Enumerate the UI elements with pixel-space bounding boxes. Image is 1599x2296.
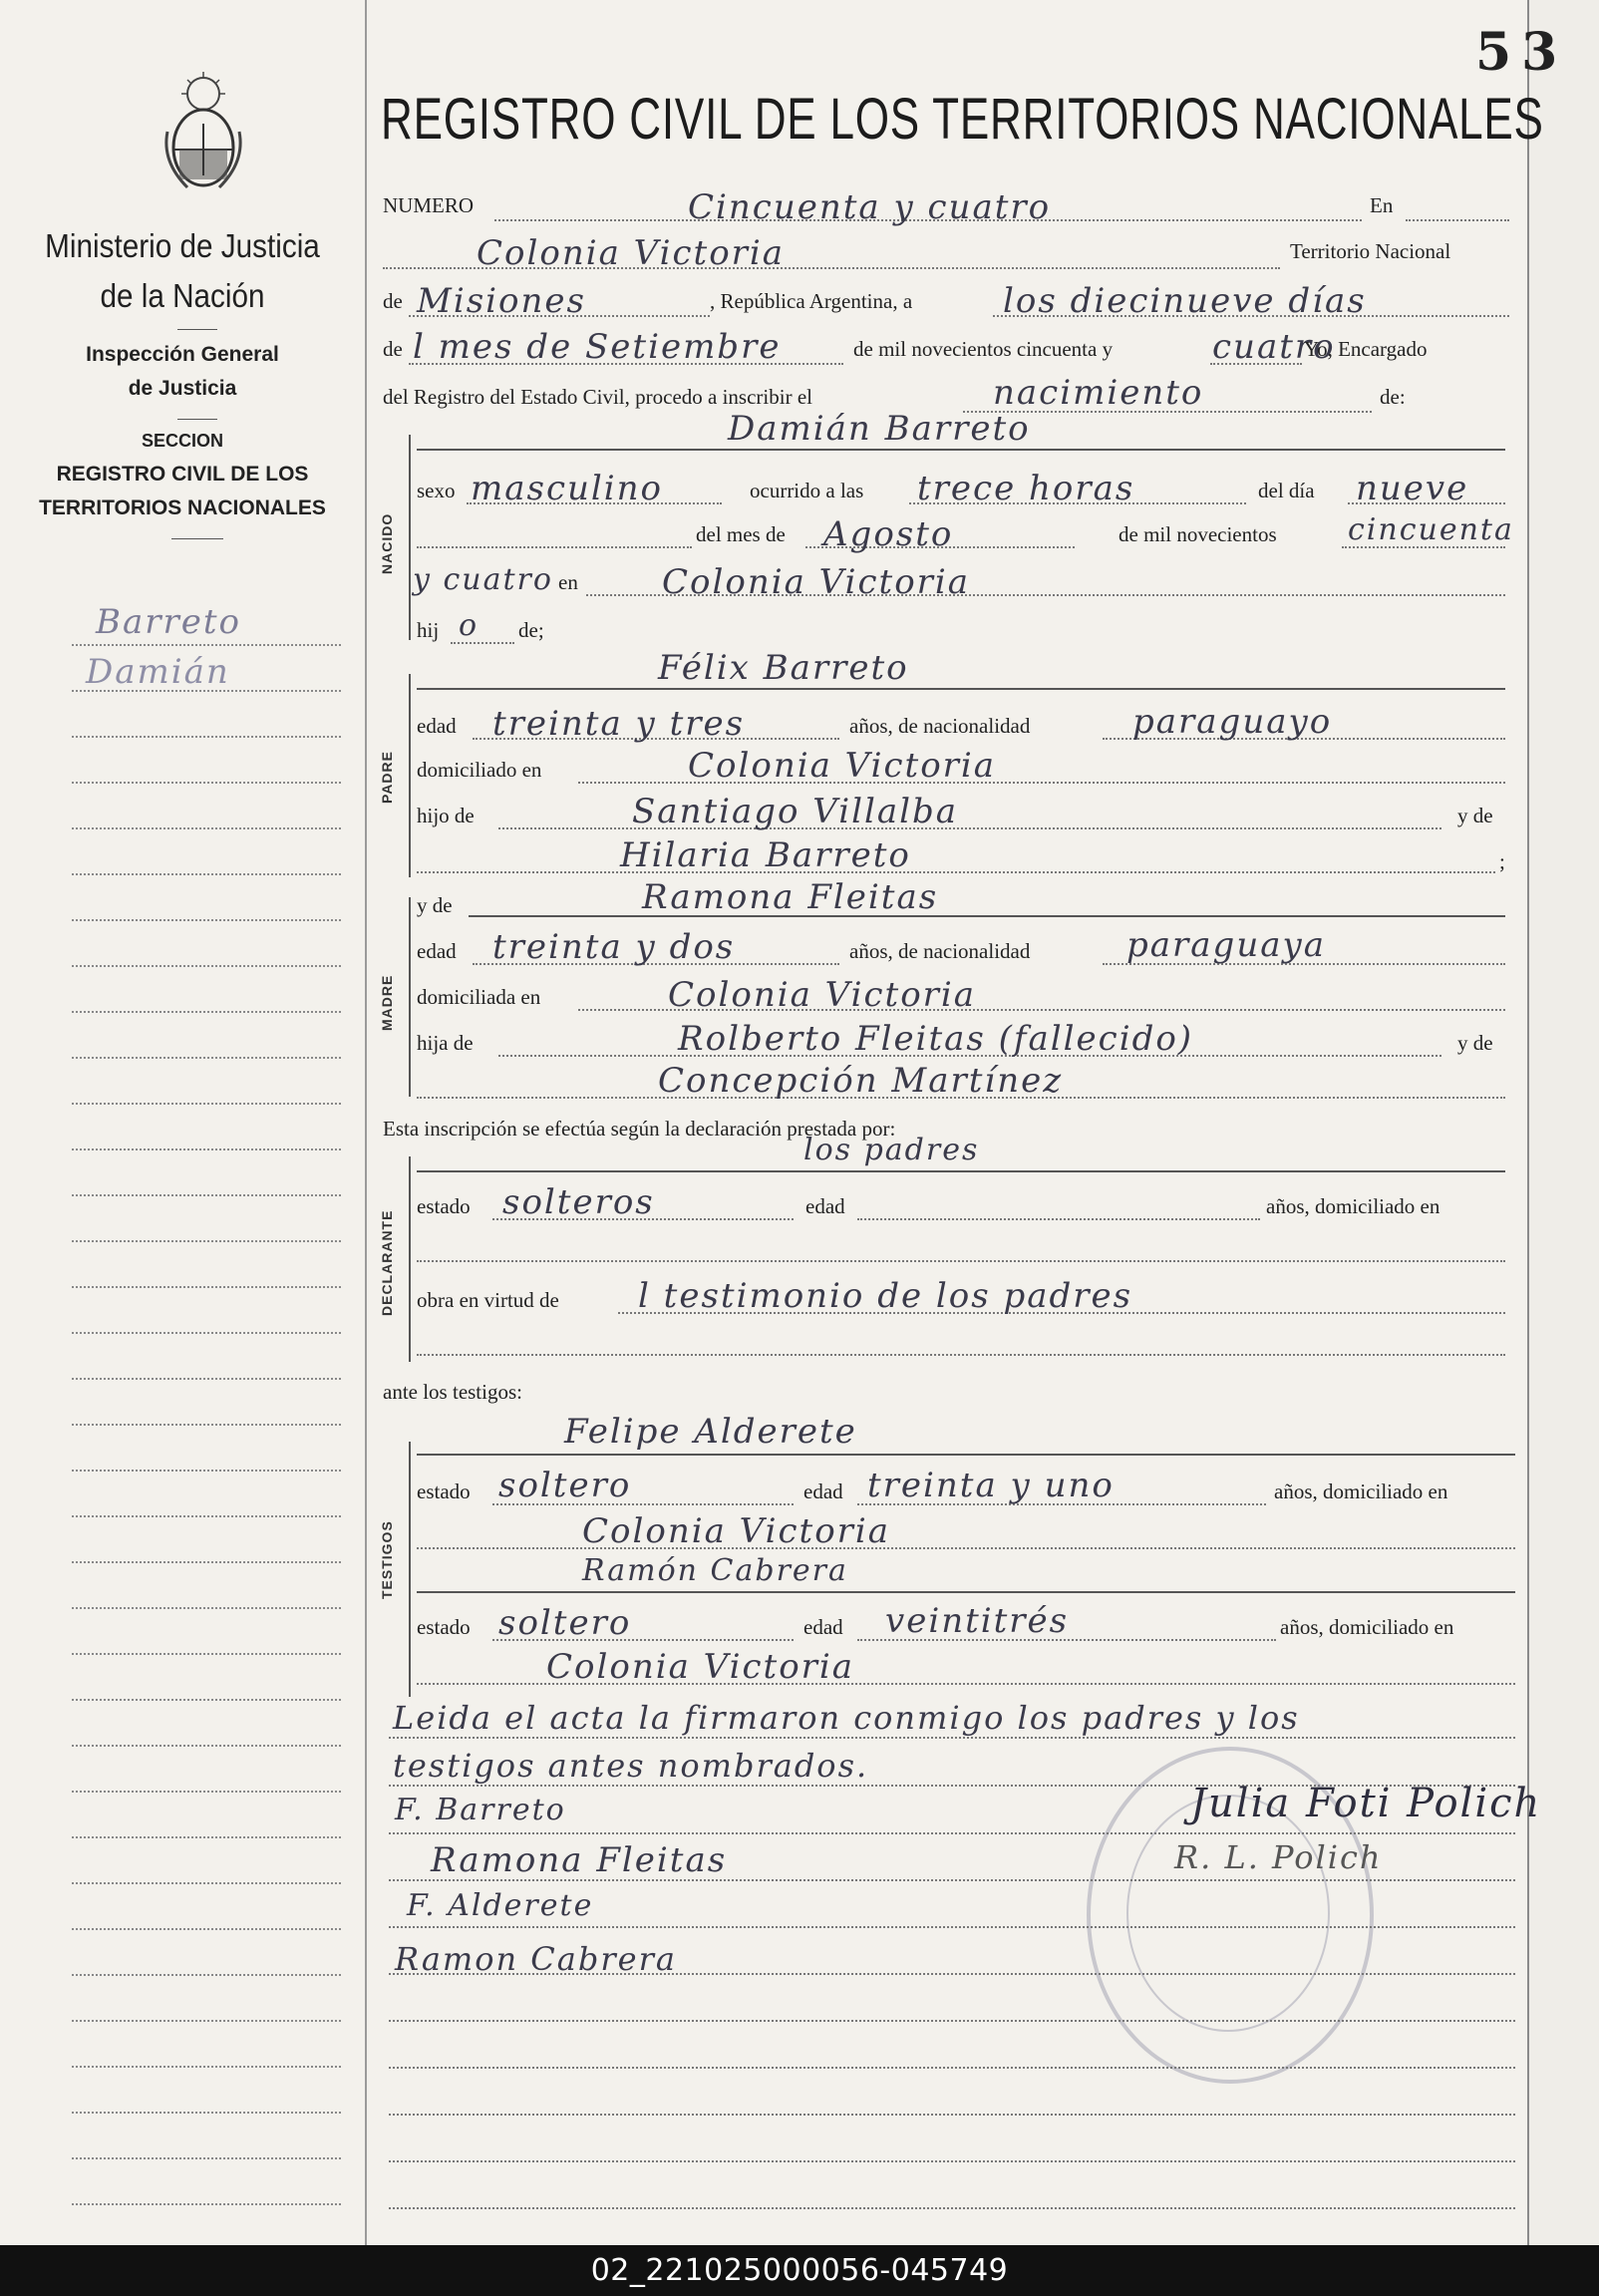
margin-ruled-line: [72, 1424, 341, 1426]
margin-ruled-line: [72, 1194, 341, 1196]
de-label: de: [383, 289, 403, 313]
margin-ruled-line: [72, 873, 341, 875]
section-bracket: [409, 1156, 411, 1362]
day-value: los diecinueve días: [1003, 281, 1367, 321]
dotted-line: [857, 1218, 1260, 1220]
padre-father-value: Santiago Villalba: [632, 792, 959, 831]
madre-edad-value: treinta y dos: [492, 927, 736, 967]
hija-label: hija de: [417, 1031, 474, 1055]
act-value: nacimiento: [993, 373, 1204, 413]
margin-ruled-line: [72, 1148, 341, 1150]
margin-ruled-line: [72, 1378, 341, 1380]
official-signature: Julia Foti Polich: [1190, 1781, 1542, 1826]
ocurrido-label: ocurrido a las: [750, 479, 864, 502]
margin-ruled-line: [72, 1745, 341, 1747]
signature-ruled-line: [389, 1832, 1515, 1834]
margin-ruled-line: [72, 644, 341, 646]
hij-value: o: [459, 608, 480, 643]
signature-3: F. Alderete: [407, 1888, 594, 1923]
margin-ruled-line: [72, 1515, 341, 1517]
margin-ruled-line: [72, 2203, 341, 2205]
margin-ruled-line: [72, 1699, 341, 1701]
margin-ruled-line: [72, 1103, 341, 1105]
dotted-line: [417, 871, 1495, 873]
margin-ruled-line: [72, 1286, 341, 1288]
nacido-name-value: Damián Barreto: [728, 409, 1031, 449]
signature-ruled-line: [389, 2207, 1515, 2209]
margin-ruled-line: [72, 1057, 341, 1059]
territorio-label: Territorio Nacional: [1290, 239, 1451, 263]
signature-ruled-line: [389, 1973, 1515, 1975]
edad-label: edad: [417, 939, 457, 963]
official-signature-2: R. L. Polich: [1174, 1838, 1383, 1876]
hour-value: trece horas: [917, 469, 1135, 508]
inspection-line-1: Inspección General: [86, 343, 279, 366]
margin-ruled-line: [72, 736, 341, 738]
divider: [171, 538, 223, 539]
numero-label: NUMERO: [383, 193, 475, 217]
section-line-3: TERRITORIOS NACIONALES: [39, 496, 326, 519]
signature-1: F. Barreto: [395, 1793, 566, 1827]
padre-nacionalidad-value: paraguayo: [1132, 702, 1333, 742]
madre-domicilio-value: Colonia Victoria: [668, 975, 977, 1015]
margin-ruled-line: [72, 1332, 341, 1334]
yde-label: y de: [1457, 804, 1493, 827]
name-rule: [417, 449, 1505, 451]
signature-ruled-line: [389, 2114, 1515, 2116]
section-bracket: [409, 1442, 411, 1697]
margin-ruled-line: [72, 782, 341, 784]
page-title: REGISTRO CIVIL DE LOS TERRITORIOS NACIONALES: [381, 87, 1544, 152]
margin-ruled-line: [72, 2112, 341, 2114]
section-label-declarante: DECLARANTE: [379, 1209, 395, 1316]
testigo-2-estado: soltero: [498, 1603, 632, 1643]
anos-label: años, domiciliado en: [1274, 1479, 1448, 1503]
numero-value: Cincuenta y cuatro: [688, 187, 1052, 227]
name-rule: [417, 1454, 1515, 1456]
inspection-line-2: de Justicia: [128, 377, 237, 400]
section-label-testigos: TESTIGOS: [379, 1520, 395, 1599]
nacido-month-value: Agosto: [823, 514, 954, 554]
edad-label: edad: [803, 1615, 843, 1639]
margin-ruled-line: [72, 2157, 341, 2159]
section-line-2: REGISTRO CIVIL DE LOS: [56, 463, 309, 486]
name-rule: [417, 1170, 1505, 1172]
edad-label: edad: [417, 714, 457, 738]
margin-ruled-line: [72, 1928, 341, 1930]
anos-label: años, de nacionalidad: [849, 714, 1031, 738]
margin-given-name: Damián: [86, 652, 230, 692]
place-value: Colonia Victoria: [477, 233, 786, 273]
signature-ruled-line: [389, 1879, 1515, 1881]
edad-label: edad: [803, 1479, 843, 1503]
margin-ruled-line: [72, 827, 341, 829]
domicilio-label: domiciliada en: [417, 985, 541, 1009]
domicilio-label: domiciliado en: [417, 758, 542, 782]
testigo-1-name: Felipe Alderete: [564, 1412, 857, 1452]
name-rule: [417, 1591, 1515, 1593]
dotted-line: [417, 1354, 1505, 1356]
margin-ruled-line: [72, 690, 341, 692]
de-label: de:: [1380, 385, 1406, 409]
padre-name-value: Félix Barreto: [658, 648, 909, 688]
margin-ruled-line: [72, 919, 341, 921]
declarante-estado-value: solteros: [502, 1182, 655, 1222]
nacido-place-value: Colonia Victoria: [662, 562, 971, 602]
estado-label: estado: [417, 1615, 471, 1639]
margin-ruled-line: [72, 1836, 341, 1838]
closing-line-2: testigos antes nombrados.: [393, 1747, 869, 1785]
estado-label: estado: [417, 1479, 471, 1503]
name-rule: [469, 915, 1505, 917]
official-stamp-inner-icon: [1126, 1795, 1330, 2032]
signature-ruled-line: [389, 1926, 1515, 1928]
margin-ruled-line: [72, 1470, 341, 1472]
year-value: cuatro: [1212, 327, 1336, 367]
name-rule: [417, 688, 1505, 690]
dotted-line: [417, 546, 692, 548]
margin-ruled-line: [72, 1974, 341, 1976]
signature-4: Ramon Cabrera: [395, 1940, 677, 1978]
encargado-label: Yo, Encargado: [1304, 337, 1428, 361]
sexo-label: sexo: [417, 479, 456, 502]
en-label: En: [1370, 193, 1394, 217]
hijo-label: hijo de: [417, 804, 475, 827]
nacido-year-value: cincuenta: [1348, 512, 1514, 547]
registro-label: del Registro del Estado Civil, procedo a inscribir el: [383, 385, 812, 409]
padre-mother-value: Hilaria Barreto: [620, 835, 911, 875]
semicolon: ;: [1499, 849, 1505, 873]
margin-ruled-line: [72, 1882, 341, 1884]
obra-value: l testimonio de los padres: [638, 1276, 1133, 1316]
obra-label: obra en virtud de: [417, 1288, 559, 1312]
section-label-padre: PADRE: [379, 751, 395, 804]
closing-line-1: Leida el acta la firmaron conmigo los padres y los: [393, 1699, 1300, 1737]
margin-ruled-line: [72, 2066, 341, 2068]
coat-of-arms-icon: [158, 72, 249, 195]
testigo-1-estado: soltero: [498, 1466, 632, 1505]
testigo-1-domicilio: Colonia Victoria: [582, 1511, 891, 1551]
anos-label: años, de nacionalidad: [849, 939, 1031, 963]
testigo-2-edad: veintitrés: [885, 1601, 1070, 1641]
madre-mother-value: Concepción Martínez: [658, 1061, 1064, 1101]
de-label: de: [383, 337, 403, 361]
margin-ruled-line: [72, 1011, 341, 1013]
anos-label: años, domiciliado en: [1266, 1194, 1440, 1218]
madre-father-value: Rolberto Fleitas (fallecido): [678, 1019, 1194, 1059]
mil-label: de mil novecientos: [1119, 522, 1277, 546]
signature-ruled-line: [389, 2067, 1515, 2069]
de-label: de;: [518, 618, 544, 642]
ministry-line-2: de la Nación: [100, 277, 265, 314]
right-margin-strip: [1527, 0, 1599, 2245]
en-label: en: [558, 570, 578, 594]
section-bracket: [409, 435, 411, 640]
anos-label: años, domiciliado en: [1280, 1615, 1454, 1639]
ministry-line-1: Ministerio de Justicia: [45, 227, 320, 264]
testigo-1-edad: treinta y uno: [867, 1466, 1115, 1505]
sexo-value: masculino: [471, 469, 664, 508]
territory-value: Misiones: [417, 281, 586, 321]
signature-2: Ramona Fleitas: [431, 1840, 728, 1880]
divider: [177, 419, 217, 420]
section-label-madre: MADRE: [379, 974, 395, 1031]
margin-ruled-line: [72, 2020, 341, 2022]
divider: [177, 329, 217, 330]
section-bracket: [409, 674, 411, 877]
padre-edad-value: treinta y tres: [492, 704, 746, 744]
year-label: de mil novecientos cincuenta y: [853, 337, 1114, 361]
margin-ruled-line: [72, 1240, 341, 1242]
madre-name-value: Ramona Fleitas: [642, 877, 939, 917]
dotted-line: [389, 1737, 1515, 1739]
section-line-1: SECCION: [141, 431, 223, 451]
month-value: l mes de Setiembre: [413, 327, 782, 367]
section-label-nacido: NACIDO: [379, 512, 395, 574]
declaracion-label: Esta inscripción se efectúa según la declaración prestada por:: [383, 1117, 896, 1141]
signature-ruled-line: [389, 2020, 1515, 2022]
margin-ruled-line: [72, 1653, 341, 1655]
edad-label: edad: [805, 1194, 845, 1218]
madre-nacionalidad-value: paraguaya: [1126, 925, 1326, 965]
yde-label: y de: [1457, 1031, 1493, 1055]
mes-label: del mes de: [696, 522, 786, 546]
republica-label: , República Argentina, a: [710, 289, 913, 313]
declarante-who-value: los padres: [803, 1133, 980, 1167]
signature-ruled-line: [389, 2160, 1515, 2162]
nacido-year-value-2: y cuatro: [413, 562, 553, 597]
nacido-day-value: nueve: [1356, 469, 1469, 508]
margin-ruled-line: [72, 1791, 341, 1793]
hij-label: hij: [417, 618, 440, 642]
left-margin-column: [0, 0, 367, 2245]
estado-label: estado: [417, 1194, 471, 1218]
dotted-line: [417, 1260, 1505, 1262]
yde-label: y de: [417, 893, 453, 917]
scan-id-footer: 02_221025000056-045749: [0, 2245, 1599, 2296]
margin-surname: Barreto: [96, 602, 242, 642]
margin-ruled-line: [72, 965, 341, 967]
section-bracket: [409, 897, 411, 1097]
testigo-2-domicilio: Colonia Victoria: [546, 1647, 855, 1687]
margin-ruled-line: [72, 1607, 341, 1609]
del-dia-label: del día: [1258, 479, 1315, 502]
dotted-line: [1406, 219, 1509, 221]
folio-number: 53: [1475, 22, 1568, 83]
testigo-2-name: Ramón Cabrera: [582, 1553, 848, 1588]
margin-ruled-line: [72, 1561, 341, 1563]
padre-domicilio-value: Colonia Victoria: [688, 746, 997, 786]
testigos-label: ante los testigos:: [383, 1380, 522, 1404]
